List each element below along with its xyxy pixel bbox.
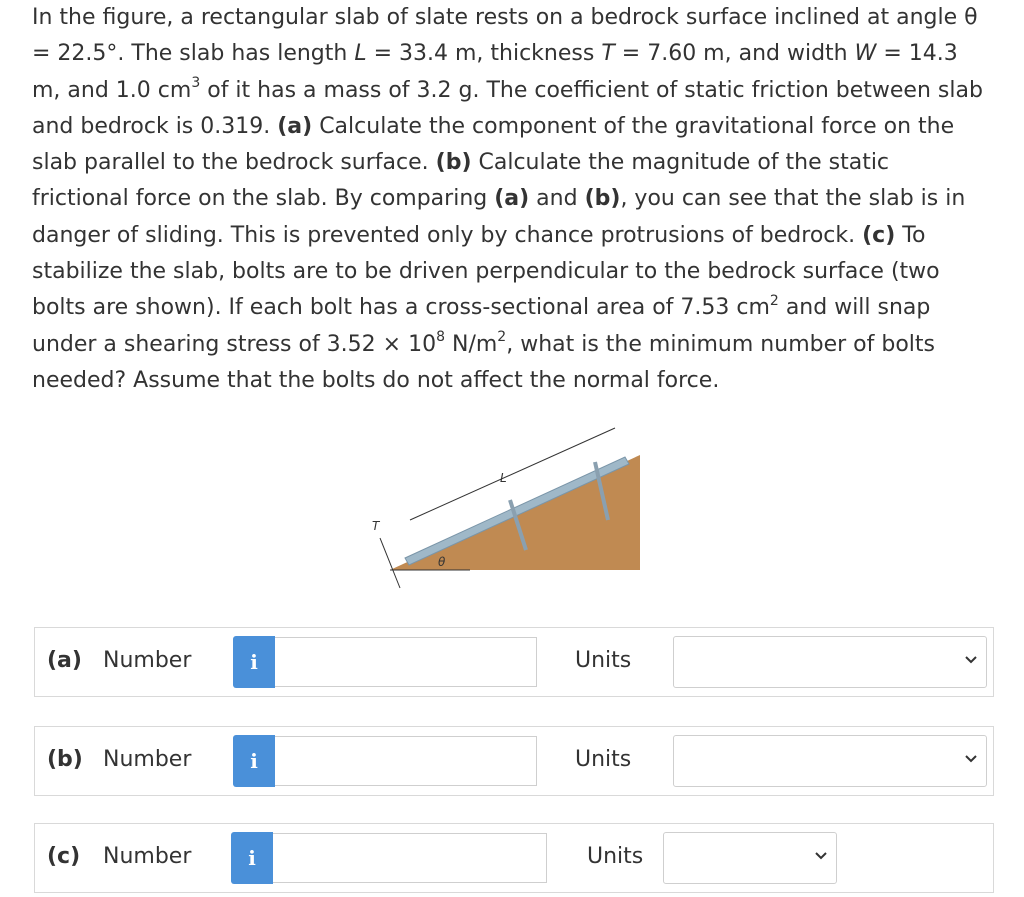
number-label-c: Number xyxy=(103,844,192,869)
info-icon[interactable]: i xyxy=(231,832,273,884)
thickness-dimension-line xyxy=(380,538,400,588)
slab-figure xyxy=(370,420,650,610)
label-L: L xyxy=(500,471,507,485)
label-T: T xyxy=(372,519,380,533)
part-label-c: (c) xyxy=(47,844,81,869)
answer-row-c xyxy=(34,823,994,893)
units-select-b[interactable] xyxy=(673,735,987,787)
answer-row-a xyxy=(34,627,994,697)
info-icon[interactable]: i xyxy=(233,636,275,688)
chevron-down-icon xyxy=(964,655,978,665)
part-label-a: (a) xyxy=(47,648,82,673)
units-label-a: Units xyxy=(575,648,632,673)
units-select-a[interactable] xyxy=(673,636,987,688)
number-input-b[interactable] xyxy=(275,736,537,786)
answer-row-b xyxy=(34,726,994,796)
chevron-down-icon xyxy=(964,754,978,764)
number-input-c[interactable] xyxy=(273,833,547,883)
units-label-b: Units xyxy=(575,747,632,772)
chevron-down-icon xyxy=(814,851,828,861)
number-label-a: Number xyxy=(103,648,192,673)
part-label-b: (b) xyxy=(47,747,83,772)
label-theta: θ xyxy=(438,555,446,569)
number-label-b: Number xyxy=(103,747,192,772)
units-select-c[interactable] xyxy=(663,832,837,884)
number-input-a[interactable] xyxy=(275,637,537,687)
units-label-c: Units xyxy=(587,844,644,869)
info-icon[interactable]: i xyxy=(233,735,275,787)
problem-statement: In the figure, a rectangular slab of slate rests on a bedrock surface inclined at angle θ = 22.5°. The slab has length L = 33.4 m, thickness T = 7.60 m, and width W = 14.3 m, and 1.0 $cm^3$ of it has a mass of 3.2 g. The coefficient of static friction between slab and bedrock is 0.319. (a) Calculate the component of the gravitational force on the slab parallel to the bedrock surface. (b) Calculate the magnitude of the static frictional force on the slab. By comparing (a) and (b), you can see that the slab is in danger of sliding. This is prevented only by chance protrusions of bedrock. (c) To stabilize the slab, bolts are to be driven perpendicular to the bedrock surface (two bolts are shown). If each bolt has a cross-sectional area of 7.53 $cm^2$ and will snap under a shearing stress of $3.52 \times 10^8$ $N/m^2$, what is the minimum number of bolts needed? Assume that the bolts do not affect the normal force. xyxy=(32,5,983,393)
